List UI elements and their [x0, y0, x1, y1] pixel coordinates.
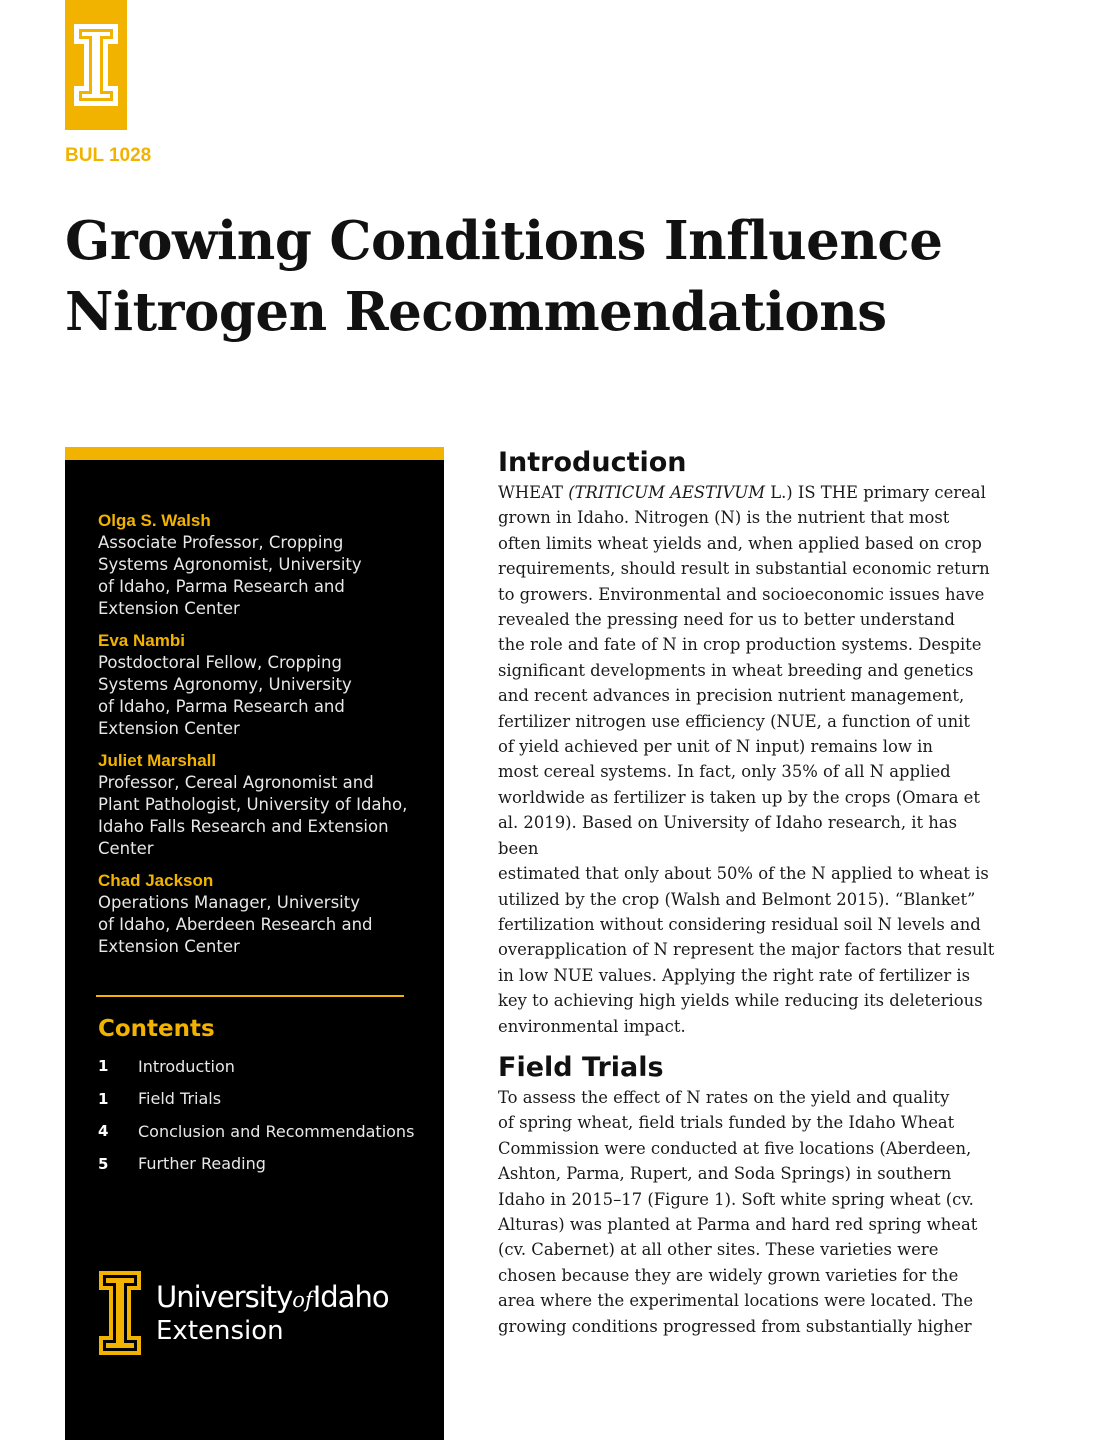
author-title: Postdoctoral Fellow, Cropping Systems Agronomy, University of Idaho, Parma Research and Extension Center — [98, 653, 352, 738]
university-logo-top — [65, 0, 127, 130]
brand-university-post: Idaho — [312, 1279, 389, 1314]
sidebar-divider — [96, 995, 404, 997]
toc-page-number: 5 — [98, 1154, 109, 1173]
brand-of: of — [292, 1287, 313, 1312]
sidebar — [65, 447, 444, 1440]
species-name: (TRITICUM AESTIVUM — [568, 483, 765, 502]
author-title: Operations Manager, University of Idaho, Aberdeen Research and Extension Center — [98, 893, 373, 956]
author-item — [98, 870, 428, 958]
main-content — [498, 446, 998, 1339]
author-title: Professor, Cereal Agronomist and Plant Pathologist, University of Idaho, Idaho Falls Research and Extension Center — [98, 773, 408, 858]
author-item — [98, 630, 428, 740]
author-title: Associate Professor, Cropping Systems Agronomist, University of Idaho, Parma Research and Extension Center — [98, 533, 362, 618]
page-title: Growing Conditions Influence Nitrogen Recommendations — [65, 210, 943, 343]
author-name: Juliet Marshall — [98, 751, 217, 770]
section-heading-field-trials: Field Trials — [498, 1051, 664, 1083]
block-i-icon — [98, 1270, 142, 1356]
toc-item-further-reading[interactable] — [98, 1148, 428, 1181]
author-item — [98, 510, 428, 620]
brand-university-pre: University — [156, 1279, 293, 1314]
toc-item-field-trials[interactable] — [98, 1083, 428, 1116]
toc-label: Field Trials — [138, 1089, 222, 1109]
toc-label: Further Reading — [138, 1154, 266, 1174]
brand-university — [156, 1281, 389, 1316]
author-name: Olga S. Walsh — [98, 511, 211, 530]
field-trials-paragraph: To assess the effect of N rates on the yield and quality of spring wheat, field trials funded by the Idaho Wheat Commission were conducted at five locations (Aberdeen, Ashton, Parma, Rupert, and Soda Springs) in southern Idaho in 2015–17 (Figure 1). Soft white spring wheat (cv. Alturas) was planted at Parma and hard red spring wheat (cv. Cabernet) at all other sites. These varieties were chosen because they are widely grown varieties for the area where the experimental locations were located. The growing conditions progressed from substantially higher — [498, 1087, 978, 1336]
intro-body: L.) IS THE primary cereal grown in Idaho. Nitrogen (N) is the nutrient that most often limits wheat yields and, when applied based on crop requirements, should result in substantial economic return to growers. Environmental and socioeconomic issues have revealed the pressing need for us to better understand the role and fate of N in crop production systems. Despite significant developments in wheat breeding and genetics and recent advances in precision nutrient management, fertilizer nitrogen use efficiency (NUE, a function of unit of yield achieved per unit of N input) remains low in most cereal systems. In fact, only 35% of all N applied worldwide as fertilizer is taken up by the crops (Omara et al. 2019). Based on University of Idaho research, it has been estimated that only about 50% of the N applied to wheat is utilized by the crop (Walsh and Belmont 2015). “Blanket” fertilization without considering residual soil N levels and overapplication of N represent the major factors that result in low NUE values. Applying the right rate of fertilizer is key to achieving high yields while reducing its deleterious environmental impact. — [498, 483, 995, 1036]
brand-extension: Extension — [156, 1315, 284, 1346]
brand-wordmark — [156, 1281, 389, 1346]
toc-item-conclusion[interactable] — [98, 1115, 428, 1148]
introduction-paragraph — [498, 480, 998, 1039]
author-item — [98, 750, 428, 860]
toc-label: Conclusion and Recommendations — [138, 1121, 415, 1141]
toc-page-number: 1 — [98, 1089, 109, 1108]
toc-label: Introduction — [138, 1056, 235, 1076]
contents-title: Contents — [98, 1016, 215, 1042]
author-list — [98, 510, 428, 968]
bulletin-code: BUL 1028 — [65, 145, 152, 166]
author-name: Eva Nambi — [98, 631, 185, 650]
intro-lead: WHEAT — [498, 483, 569, 502]
toc-page-number: 1 — [98, 1057, 109, 1076]
toc-item-introduction[interactable] — [98, 1050, 428, 1083]
university-extension-logo — [98, 1270, 389, 1356]
block-i-icon — [73, 23, 119, 107]
author-name: Chad Jackson — [98, 871, 214, 890]
table-of-contents — [98, 1050, 428, 1180]
section-heading-introduction: Introduction — [498, 447, 687, 478]
toc-page-number: 4 — [98, 1122, 109, 1141]
